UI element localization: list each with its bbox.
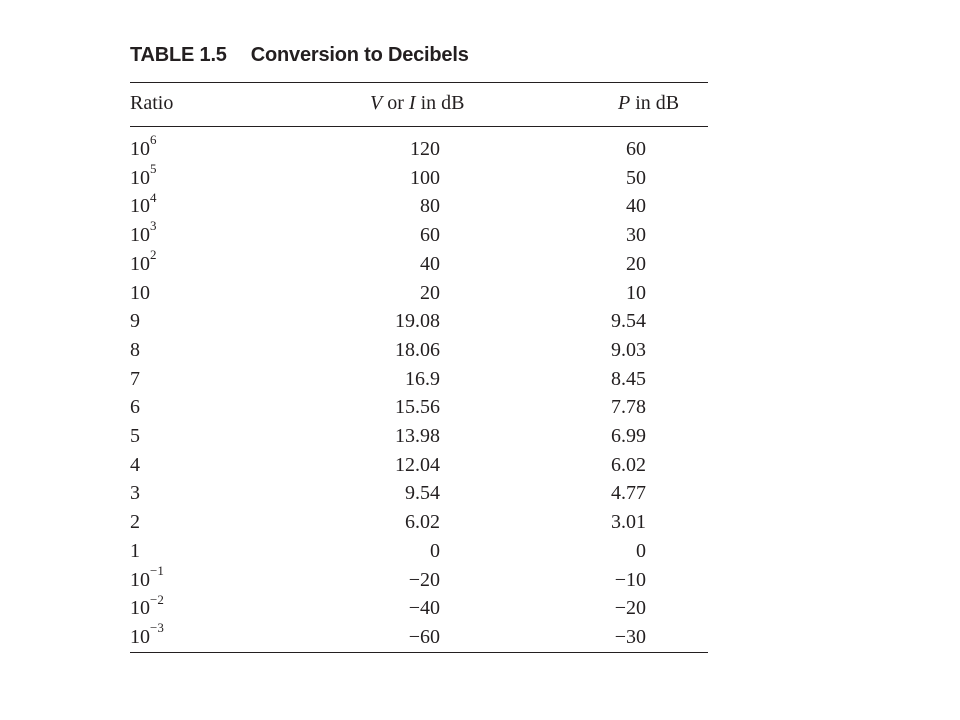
table-row (130, 365, 646, 394)
table-row (130, 336, 646, 365)
table-row (130, 422, 646, 451)
v-or-i-db-cell: 6.02 (405, 511, 440, 534)
header-i-symbol: I (408, 92, 416, 114)
table-caption (130, 44, 469, 67)
v-or-i-db-cell: 19.08 (395, 310, 440, 333)
p-db-cell: 20 (626, 252, 646, 275)
header-p-symbol: P (618, 92, 631, 114)
ratio-base: 7 (130, 367, 140, 390)
ratio-exponent: 4 (150, 189, 157, 205)
ratio-base: 2 (130, 511, 140, 534)
header-ratio: Ratio (130, 92, 174, 114)
ratio-exponent: −2 (150, 591, 164, 607)
p-db-cell: 7.78 (611, 396, 646, 419)
table-row (130, 393, 646, 422)
header-or: or (382, 92, 409, 114)
v-or-i-db-cell: 60 (420, 224, 440, 247)
ratio-cell (130, 336, 340, 365)
header-rule (130, 126, 708, 127)
table-row (130, 537, 646, 566)
ratio-cell (130, 508, 340, 537)
v-or-i-db-cell: 13.98 (395, 425, 440, 448)
ratio-cell (130, 247, 340, 279)
ratio-base: 10 (130, 138, 150, 160)
table-row (130, 594, 646, 623)
ratio-cell (130, 479, 340, 508)
ratio-base: 10 (130, 597, 150, 620)
ratio-base: 10 (130, 252, 150, 275)
p-db-cell: −20 (614, 597, 646, 620)
table-row (130, 623, 646, 652)
ratio-base: 1 (130, 539, 140, 562)
header-p-unit: in dB (630, 92, 680, 114)
column-gap (440, 307, 566, 336)
v-or-i-db-cell: 9.54 (405, 482, 440, 505)
column-gap (440, 393, 566, 422)
ratio-cell (130, 161, 340, 193)
p-db-cell: 9.54 (611, 310, 646, 333)
p-db-cell: 9.03 (611, 338, 646, 361)
ratio-exponent: 3 (150, 218, 157, 234)
p-db-cell: 40 (626, 195, 646, 218)
ratio-cell (130, 591, 340, 623)
column-gap (440, 221, 566, 250)
p-db-cell: 10 (626, 281, 646, 304)
column-gap (440, 164, 566, 193)
table-row (130, 451, 646, 480)
table-number: TABLE 1.5 (130, 44, 227, 66)
table-row (130, 135, 646, 164)
header-v-symbol: V (370, 92, 383, 114)
p-db-cell: 4.77 (611, 482, 646, 505)
table-row (130, 250, 646, 279)
ratio-exponent: −3 (150, 620, 164, 636)
p-db-cell: 50 (626, 166, 646, 189)
table-title: Conversion to Decibels (250, 44, 469, 66)
ratio-cell (130, 620, 340, 652)
column-gap (440, 422, 566, 451)
v-or-i-db-cell: −40 (408, 597, 440, 620)
p-db-cell: 6.02 (611, 453, 646, 476)
bottom-rule (130, 652, 708, 653)
v-or-i-db-cell: 16.9 (405, 367, 440, 390)
table-body (130, 132, 646, 652)
ratio-base: 10 (130, 625, 150, 648)
ratio-exponent: 2 (150, 247, 157, 263)
table-row (130, 566, 646, 595)
table-row (130, 279, 646, 308)
column-gap (440, 192, 566, 221)
ratio-cell (130, 562, 340, 595)
p-db-cell: −30 (614, 625, 646, 648)
ratio-base: 10 (130, 166, 150, 189)
ratio-base: 6 (130, 396, 140, 419)
v-or-i-db-cell: 15.56 (395, 396, 440, 419)
ratio-cell (130, 537, 340, 566)
table-row (130, 221, 646, 250)
column-gap (440, 451, 566, 480)
ratio-base: 10 (130, 195, 150, 218)
v-or-i-db-cell: 20 (420, 281, 440, 304)
header-vi-unit: in dB (415, 92, 465, 114)
top-rule (130, 82, 708, 83)
ratio-cell (130, 189, 340, 221)
v-or-i-db-cell: −20 (408, 568, 440, 591)
table-row (130, 192, 646, 221)
column-gap (440, 365, 566, 394)
ratio-base: 8 (130, 338, 140, 361)
table-row (130, 508, 646, 537)
table-row (130, 307, 646, 336)
table-row (130, 164, 646, 193)
ratio-cell (130, 279, 340, 308)
v-or-i-db-cell: −60 (408, 625, 440, 648)
ratio-cell (130, 393, 340, 422)
ratio-cell (130, 422, 340, 451)
p-db-cell: 8.45 (611, 367, 646, 390)
column-gap (440, 508, 566, 537)
v-or-i-db-cell: 18.06 (395, 338, 440, 361)
ratio-base: 10 (130, 568, 150, 591)
column-gap (440, 537, 566, 566)
p-db-cell: 60 (626, 138, 646, 160)
column-gap (440, 623, 566, 652)
ratio-cell (130, 132, 340, 164)
p-db-cell: −10 (614, 568, 646, 591)
column-gap (440, 594, 566, 623)
ratio-base: 5 (130, 425, 140, 448)
ratio-base: 10 (130, 224, 150, 247)
ratio-base: 3 (130, 482, 140, 505)
ratio-base: 4 (130, 453, 140, 476)
column-gap (440, 566, 566, 595)
v-or-i-db-cell: 0 (430, 539, 440, 562)
ratio-cell (130, 365, 340, 394)
ratio-cell (130, 218, 340, 250)
v-or-i-db-cell: 40 (420, 252, 440, 275)
p-db-cell: 6.99 (611, 425, 646, 448)
ratio-base: 9 (130, 310, 140, 333)
p-db-cell: 0 (636, 539, 646, 562)
column-gap (440, 135, 566, 164)
column-gap (440, 336, 566, 365)
header-p-in-db (618, 88, 679, 118)
ratio-base: 10 (130, 281, 150, 304)
v-or-i-db-cell: 120 (410, 138, 440, 160)
p-db-cell: 30 (626, 224, 646, 247)
column-gap (440, 279, 566, 308)
p-db-cell: 3.01 (611, 511, 646, 534)
v-or-i-db-cell: 80 (420, 195, 440, 218)
ratio-exponent: 6 (150, 132, 157, 148)
ratio-exponent: −1 (150, 562, 164, 578)
v-or-i-db-cell: 12.04 (395, 453, 440, 476)
v-or-i-db-cell: 100 (410, 166, 440, 189)
table-row (130, 479, 646, 508)
ratio-cell (130, 451, 340, 480)
header-v-or-i-in-db (370, 88, 464, 118)
column-gap (440, 479, 566, 508)
conversion-table (130, 132, 646, 652)
ratio-exponent: 5 (150, 161, 157, 177)
column-gap (440, 250, 566, 279)
ratio-cell (130, 307, 340, 336)
